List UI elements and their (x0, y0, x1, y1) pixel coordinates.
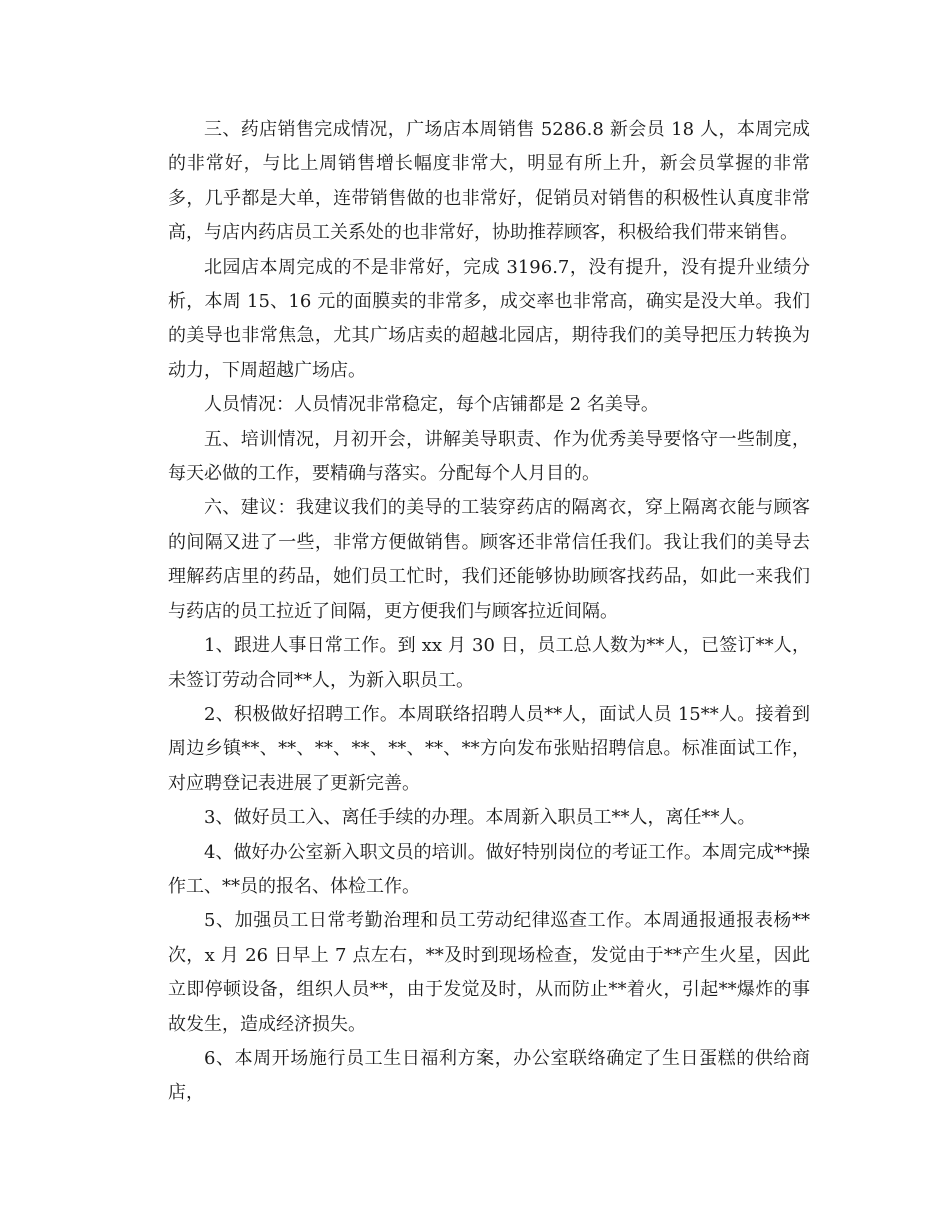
paragraph-item-5: 5、加强员工日常考勤治理和员工劳动纪律巡查工作。本周通报通报表杨**次，x 月 26 日早上 7 点左右，**及时到现场检查，发觉由于**产生火星，因此立即停顿设备，组织人员**，由于发觉及时，从而防止**着火，引起**爆炸的事故发生，造成经济损失。 (168, 910, 810, 1035)
paragraph-item-3: 3、做好员工入、离任手续的办理。本周新入职员工**人，离任**人。 (204, 807, 756, 829)
paragraph-item-2: 2、积极做好招聘工作。本周联络招聘人员**人，面试人员 15**人。接着到周边乡镇**、**、**、**、**、**、**方向发布张贴招聘信息。标准面试工作，对应聘登记表进展了更新完善。 (168, 703, 810, 794)
paragraph-sales-beiyuan: 北园店本周完成的不是非常好，完成 3196.7，没有提升，没有提升业绩分析，本周 15、16 元的面膜卖的非常多，成交率也非常高，确实是没大单。我们的美导也非常焦急，尤其广场店卖的超越北园店，期待我们的美导把压力转换为动力，下周超越广场店。 (168, 256, 810, 381)
paragraph-item-1: 1、跟进人事日常工作。到 xx 月 30 日，员工总人数为**人，已签订**人，未签订劳动合同**人，为新入职员工。 (168, 635, 810, 691)
paragraph-training: 五、培训情况，月初开会，讲解美导职责、作为优秀美导要恪守一些制度，每天必做的工作，要精确与落实。分配每个人月目的。 (168, 428, 810, 485)
paragraph-sales-guangchang: 三、药店销售完成情况，广场店本周销售 5286.8 新会员 18 人，本周完成的非常好，与比上周销售增长幅度非常大，明显有所上升，新会员掌握的非常多，几乎都是大单，连带销售做的也非常好，促销员对销售的积极性认真度非常高，与店内药店员工关系处的也非常好，协助推荐顾客，积极给我们带来销售。 (168, 119, 810, 244)
paragraph-item-4: 4、做好办公室新入职文员的培训。做好特别岗位的考证工作。本周完成**操作工、**员的报名、体检工作。 (168, 841, 810, 897)
paragraph-suggestions: 六、建议：我建议我们的美导的工装穿药店的隔离衣，穿上隔离衣能与顾客的间隔又进了一些，非常方便做销售。顾客还非常信任我们。我让我们的美导去理解药店里的药品，她们员工忙时，我们还能够协助顾客找药品，如此一来我们与药店的员工拉近了间隔，更方便我们与顾客拉近间隔。 (168, 497, 810, 622)
paragraph-item-6: 6、本周开场施行员工生日福利方案，办公室联络确定了生日蛋糕的供给商店， (168, 1047, 810, 1104)
document-body (168, 113, 810, 1111)
paragraph-staffing: 人员情况：人员情况非常稳定，每个店铺都是 2 名美导。 (204, 394, 659, 416)
